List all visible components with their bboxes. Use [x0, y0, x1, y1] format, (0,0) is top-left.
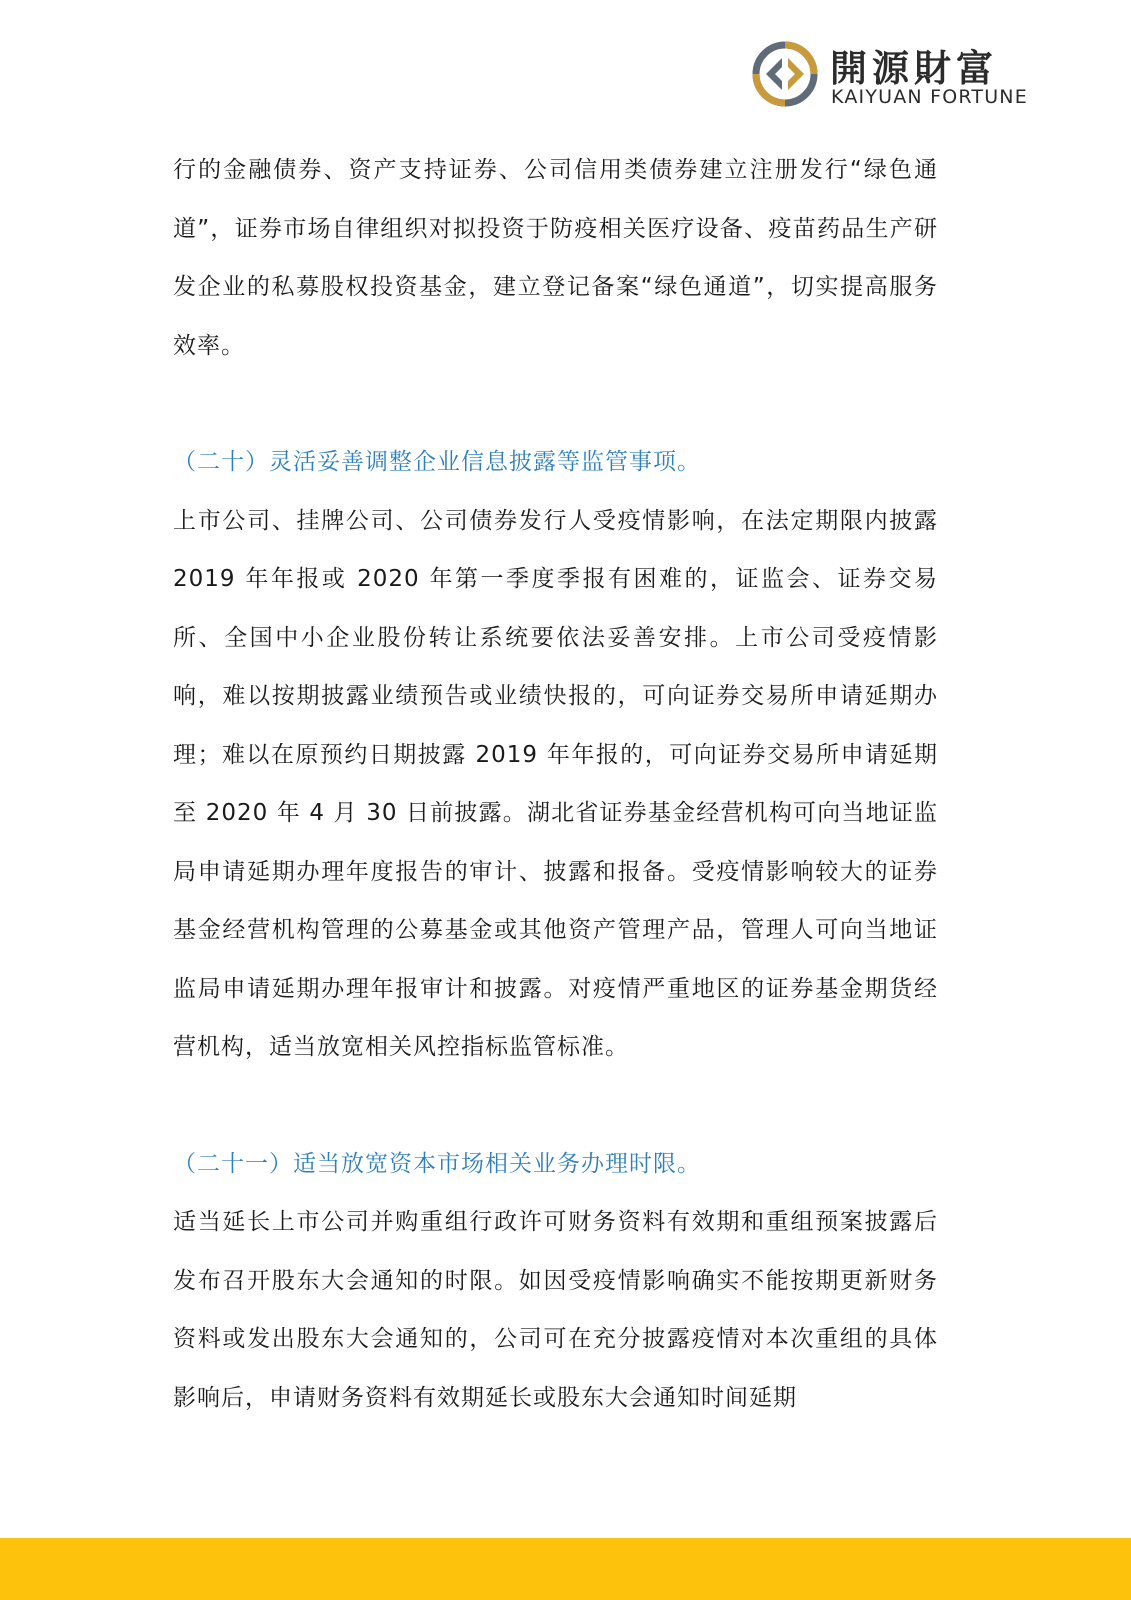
logo-chinese-name: 開源財富 — [830, 47, 998, 90]
kaiyuan-logo-icon — [752, 41, 818, 107]
logo-english-name: KAIYUAN FORTUNE — [831, 86, 1028, 108]
document-body — [173, 141, 973, 1427]
footer-bar — [0, 1538, 1131, 1600]
paragraph-green-channel: 行的金融债券、资产支持证券、公司信用类债券建立注册发行“绿色通道”，证券市场自律组织对拟投资于防疫相关医疗设备、疫苗药品生产研发企业的私募股权投资基金，建立登记备案“绿色通道”，切实提高服务效率。 — [173, 157, 938, 359]
paragraph-time-limit: 适当延长上市公司并购重组行政许可财务资料有效期和重组预案披露后发布召开股东大会通知的时限。如因受疫情影响确实不能按期更新财务资料或发出股东大会通知的，公司可在充分披露疫情对本次重组的具体影响后，申请财务资料有效期延长或股东大会通知时间延期 — [173, 1209, 938, 1411]
section-heading-21: （二十一）适当放宽资本市场相关业务办理时限。 — [173, 1150, 701, 1177]
paragraph-disclosure: 上市公司、挂牌公司、公司债券发行人受疫情影响，在法定期限内披露 2019 年年报或 2020 年第一季度季报有困难的，证监会、证券交易所、全国中小企业股份转让系统要依法妥善安排。上市公司受疫情影响，难以按期披露业绩预告或业绩快报的，可向证券交易所申请延期办理；难以在原预约日期披露 2019 年年报的，可向证券交易所申请延期至 2020 年 4 月 30 日前披露。湖北省证券基金经营机构可向当地证监局申请延期办理年度报告的审计、披露和报备。受疫情影响较大的证券基金经营机构管理的公募基金或其他资产管理产品，管理人可向当地证监局申请延期办理年报审计和披露。对疫情严重地区的证券基金期货经营机构，适当放宽相关风控指标监管标准。 — [173, 507, 938, 1060]
company-logo — [752, 40, 1052, 114]
section-heading-20: （二十）灵活妥善调整企业信息披露等监管事项。 — [173, 449, 701, 475]
